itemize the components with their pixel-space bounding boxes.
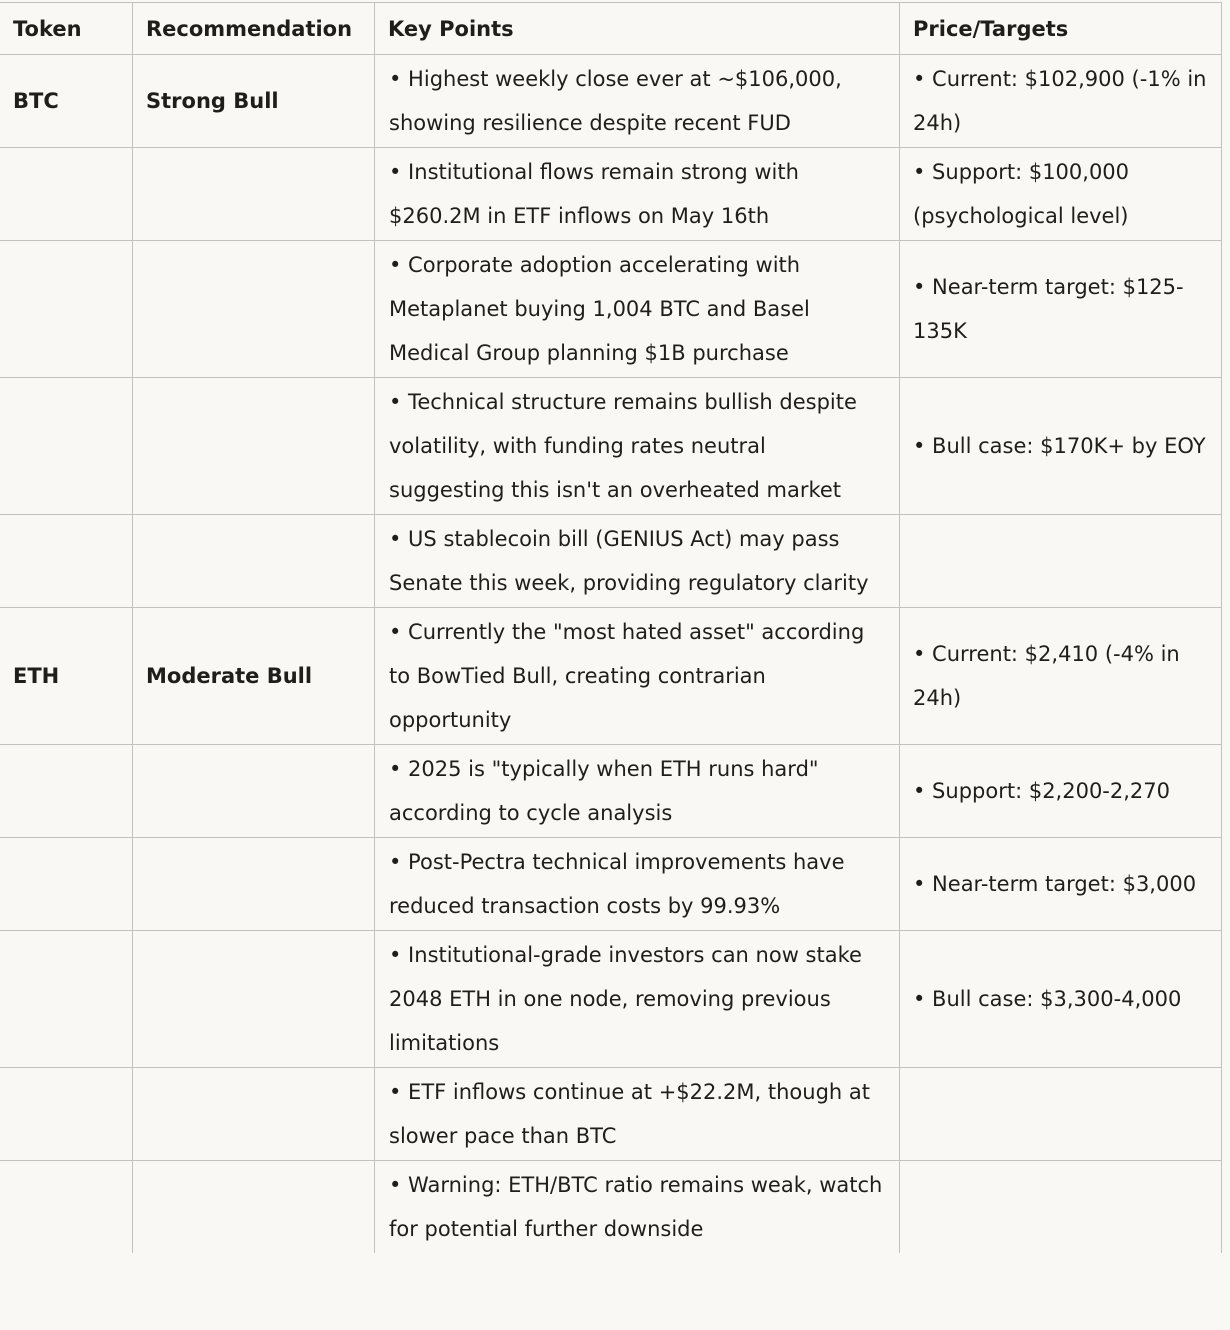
table-row: [0, 931, 1222, 1068]
table-row: [0, 515, 1222, 608]
key-point-cell: • Highest weekly close ever at ~$106,000, showing resilience despite recent FUD: [375, 55, 900, 148]
price-target-cell: • Bull case: $170K+ by EOY: [900, 378, 1222, 515]
price-target-cell: [900, 1068, 1222, 1161]
key-point-cell: • ETF inflows continue at +$22.2M, though at slower pace than BTC: [375, 1068, 900, 1161]
table-row: [0, 838, 1222, 931]
table-row: [0, 378, 1222, 515]
price-target-cell: • Near-term target: $125-135K: [900, 241, 1222, 378]
token-cell: [0, 1068, 133, 1161]
key-point-cell: • Technical structure remains bullish despite volatility, with funding rates neutral suggesting this isn't an overheated market: [375, 378, 900, 515]
header-recommendation: Recommendation: [133, 3, 375, 55]
table-row: [0, 55, 1222, 148]
token-cell: BTC: [0, 55, 133, 148]
token-cell: ETH: [0, 608, 133, 745]
price-target-cell: [900, 1161, 1222, 1254]
table-header-row: [0, 3, 1222, 55]
table-row: [0, 148, 1222, 241]
table-row: [0, 745, 1222, 838]
price-target-cell: • Support: $2,200-2,270: [900, 745, 1222, 838]
price-target-cell: • Support: $100,000 (psychological level): [900, 148, 1222, 241]
price-target-cell: [900, 515, 1222, 608]
recommendation-cell: [133, 931, 375, 1068]
key-point-cell: • US stablecoin bill (GENIUS Act) may pass Senate this week, providing regulatory clarity: [375, 515, 900, 608]
recommendation-cell: [133, 745, 375, 838]
token-cell: [0, 745, 133, 838]
table-row: [0, 1068, 1222, 1161]
price-target-cell: • Current: $102,900 (-1% in 24h): [900, 55, 1222, 148]
recommendation-cell: [133, 1068, 375, 1161]
analysis-table: [0, 2, 1222, 1253]
token-cell: [0, 378, 133, 515]
token-cell: [0, 838, 133, 931]
key-point-cell: • Warning: ETH/BTC ratio remains weak, watch for potential further downside: [375, 1161, 900, 1254]
table-row: [0, 608, 1222, 745]
token-cell: [0, 148, 133, 241]
key-point-cell: • Institutional flows remain strong with $260.2M in ETF inflows on May 16th: [375, 148, 900, 241]
table-row: [0, 241, 1222, 378]
table-row: [0, 1161, 1222, 1254]
token-cell: [0, 515, 133, 608]
key-point-cell: • Currently the "most hated asset" according to BowTied Bull, creating contrarian opportunity: [375, 608, 900, 745]
recommendation-cell: [133, 838, 375, 931]
recommendation-cell: [133, 241, 375, 378]
key-point-cell: • Post-Pectra technical improvements have reduced transaction costs by 99.93%: [375, 838, 900, 931]
recommendation-cell: [133, 1161, 375, 1254]
key-point-cell: • Corporate adoption accelerating with Metaplanet buying 1,004 BTC and Basel Medical Group planning $1B purchase: [375, 241, 900, 378]
recommendation-cell: [133, 148, 375, 241]
header-key-points: Key Points: [375, 3, 900, 55]
recommendation-cell: Strong Bull: [133, 55, 375, 148]
key-point-cell: • 2025 is "typically when ETH runs hard" according to cycle analysis: [375, 745, 900, 838]
price-target-cell: • Current: $2,410 (-4% in 24h): [900, 608, 1222, 745]
recommendation-cell: [133, 515, 375, 608]
token-cell: [0, 241, 133, 378]
price-target-cell: • Bull case: $3,300-4,000: [900, 931, 1222, 1068]
recommendation-cell: [133, 378, 375, 515]
key-point-cell: • Institutional-grade investors can now stake 2048 ETH in one node, removing previous limitations: [375, 931, 900, 1068]
recommendation-cell: Moderate Bull: [133, 608, 375, 745]
header-token: Token: [0, 3, 133, 55]
price-target-cell: • Near-term target: $3,000: [900, 838, 1222, 931]
header-price-targets: Price/Targets: [900, 3, 1222, 55]
token-cell: [0, 931, 133, 1068]
token-cell: [0, 1161, 133, 1254]
